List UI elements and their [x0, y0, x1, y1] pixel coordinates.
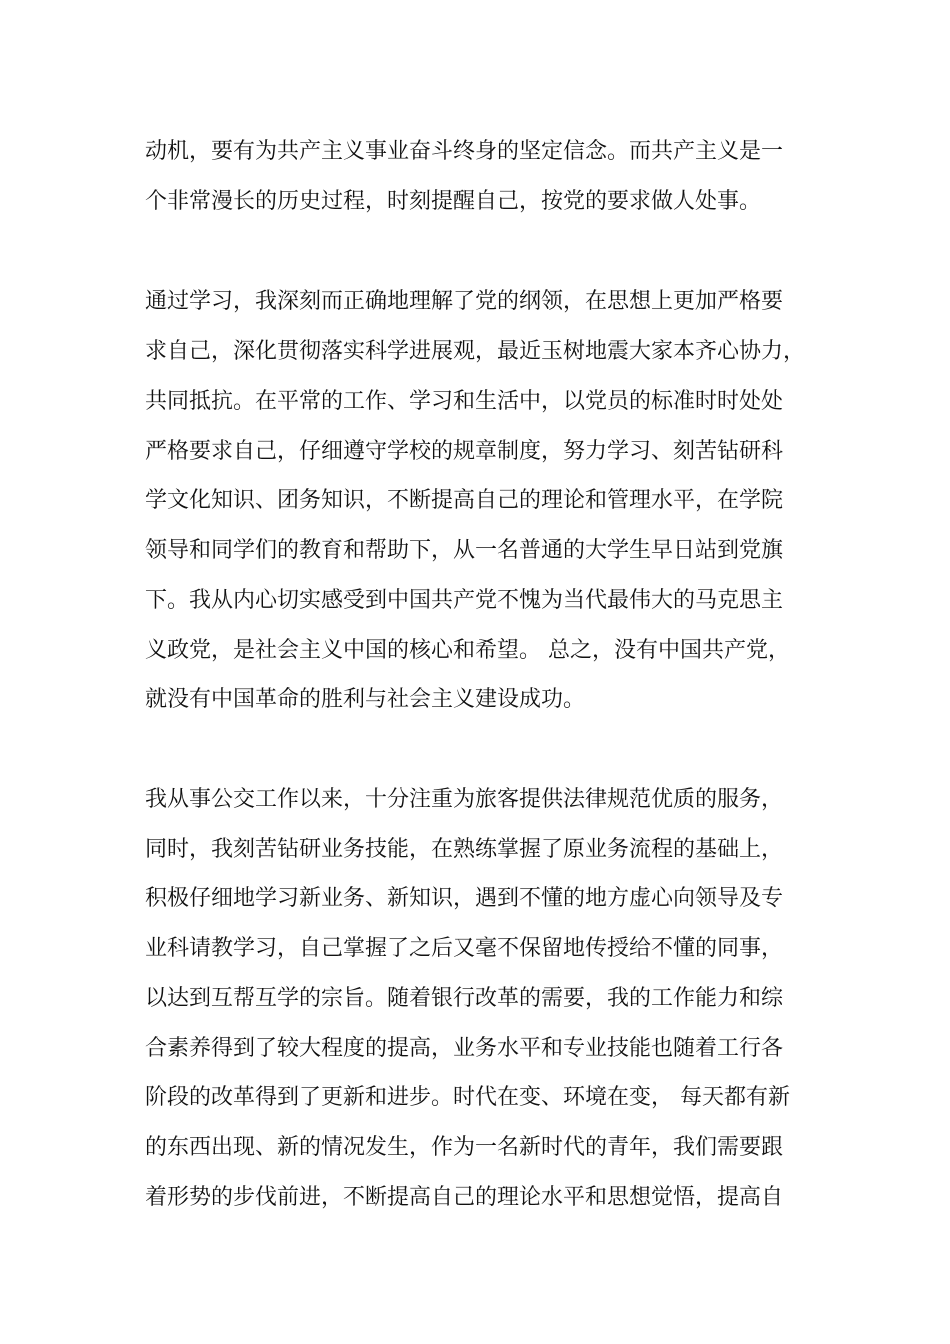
- paragraph-1-line-2: 个非常漫长的历史过程，时刻提醒自己，按党的要求做人处事。: [145, 189, 762, 214]
- paragraph-2-line-9: 就没有中国革命的胜利与社会主义建设成功。: [145, 687, 586, 712]
- paragraph-3-line-7: 阶段的改革得到了更新和进步。时代在变、环境在变， 每天都有新: [145, 1085, 790, 1110]
- paragraph-3-line-6: 合素养得到了较大程度的提高，业务水平和专业技能也随着工行各: [145, 1036, 784, 1061]
- paragraph-1-line-1: 动机，要有为共产主义事业奋斗终身的坚定信念。而共产主义是一: [145, 139, 784, 164]
- paragraph-2-line-2: 求自己，深化贯彻落实科学进展观，最近玉树地震大家本齐心协力，: [145, 339, 806, 364]
- paragraph-3-line-5: 以达到互帮互学的宗旨。随着银行改革的需要，我的工作能力和综: [145, 986, 784, 1011]
- paragraph-2-line-1: 通过学习，我深刻而正确地理解了党的纲领，在思想上更加严格要: [145, 289, 784, 314]
- paragraph-2-line-3: 共同抵抗。在平常的工作、学习和生活中，以党员的标准时时处处: [145, 389, 784, 414]
- paragraph-3-line-8: 的东西出现、新的情况发生，作为一名新时代的青年，我们需要跟: [145, 1135, 784, 1160]
- paragraph-3-line-4: 业科请教学习，自己掌握了之后又毫不保留地传授给不懂的同事，: [145, 936, 784, 961]
- paragraph-2-line-5: 学文化知识、团务知识，不断提高自己的理论和管理水平，在学院: [145, 488, 784, 513]
- paragraph-2-line-8: 义政党，是社会主义中国的核心和希望。 总之，没有中国共产党，: [145, 638, 790, 663]
- paragraph-2-line-7: 下。我从内心切实感受到中国共产党不愧为当代最伟大的马克思主: [145, 588, 784, 613]
- paragraph-2-line-4: 严格要求自己，仔细遵守学校的规章制度，努力学习、刻苦钻研科: [145, 439, 784, 464]
- paragraph-3-line-2: 同时，我刻苦钻研业务技能，在熟练掌握了原业务流程的基础上，: [145, 837, 784, 862]
- paragraph-2-line-6: 领导和同学们的教育和帮助下，从一名普通的大学生早日站到党旗: [145, 538, 784, 563]
- paragraph-3-line-3: 积极仔细地学习新业务、新知识，遇到不懂的地方虚心向领导及专: [145, 886, 784, 911]
- paragraph-3-line-9: 着形势的步伐前进，不断提高自己的理论水平和思想觉悟，提高自: [145, 1185, 784, 1210]
- paragraph-3-line-1: 我从事公交工作以来，十分注重为旅客提供法律规范优质的服务，: [145, 787, 784, 812]
